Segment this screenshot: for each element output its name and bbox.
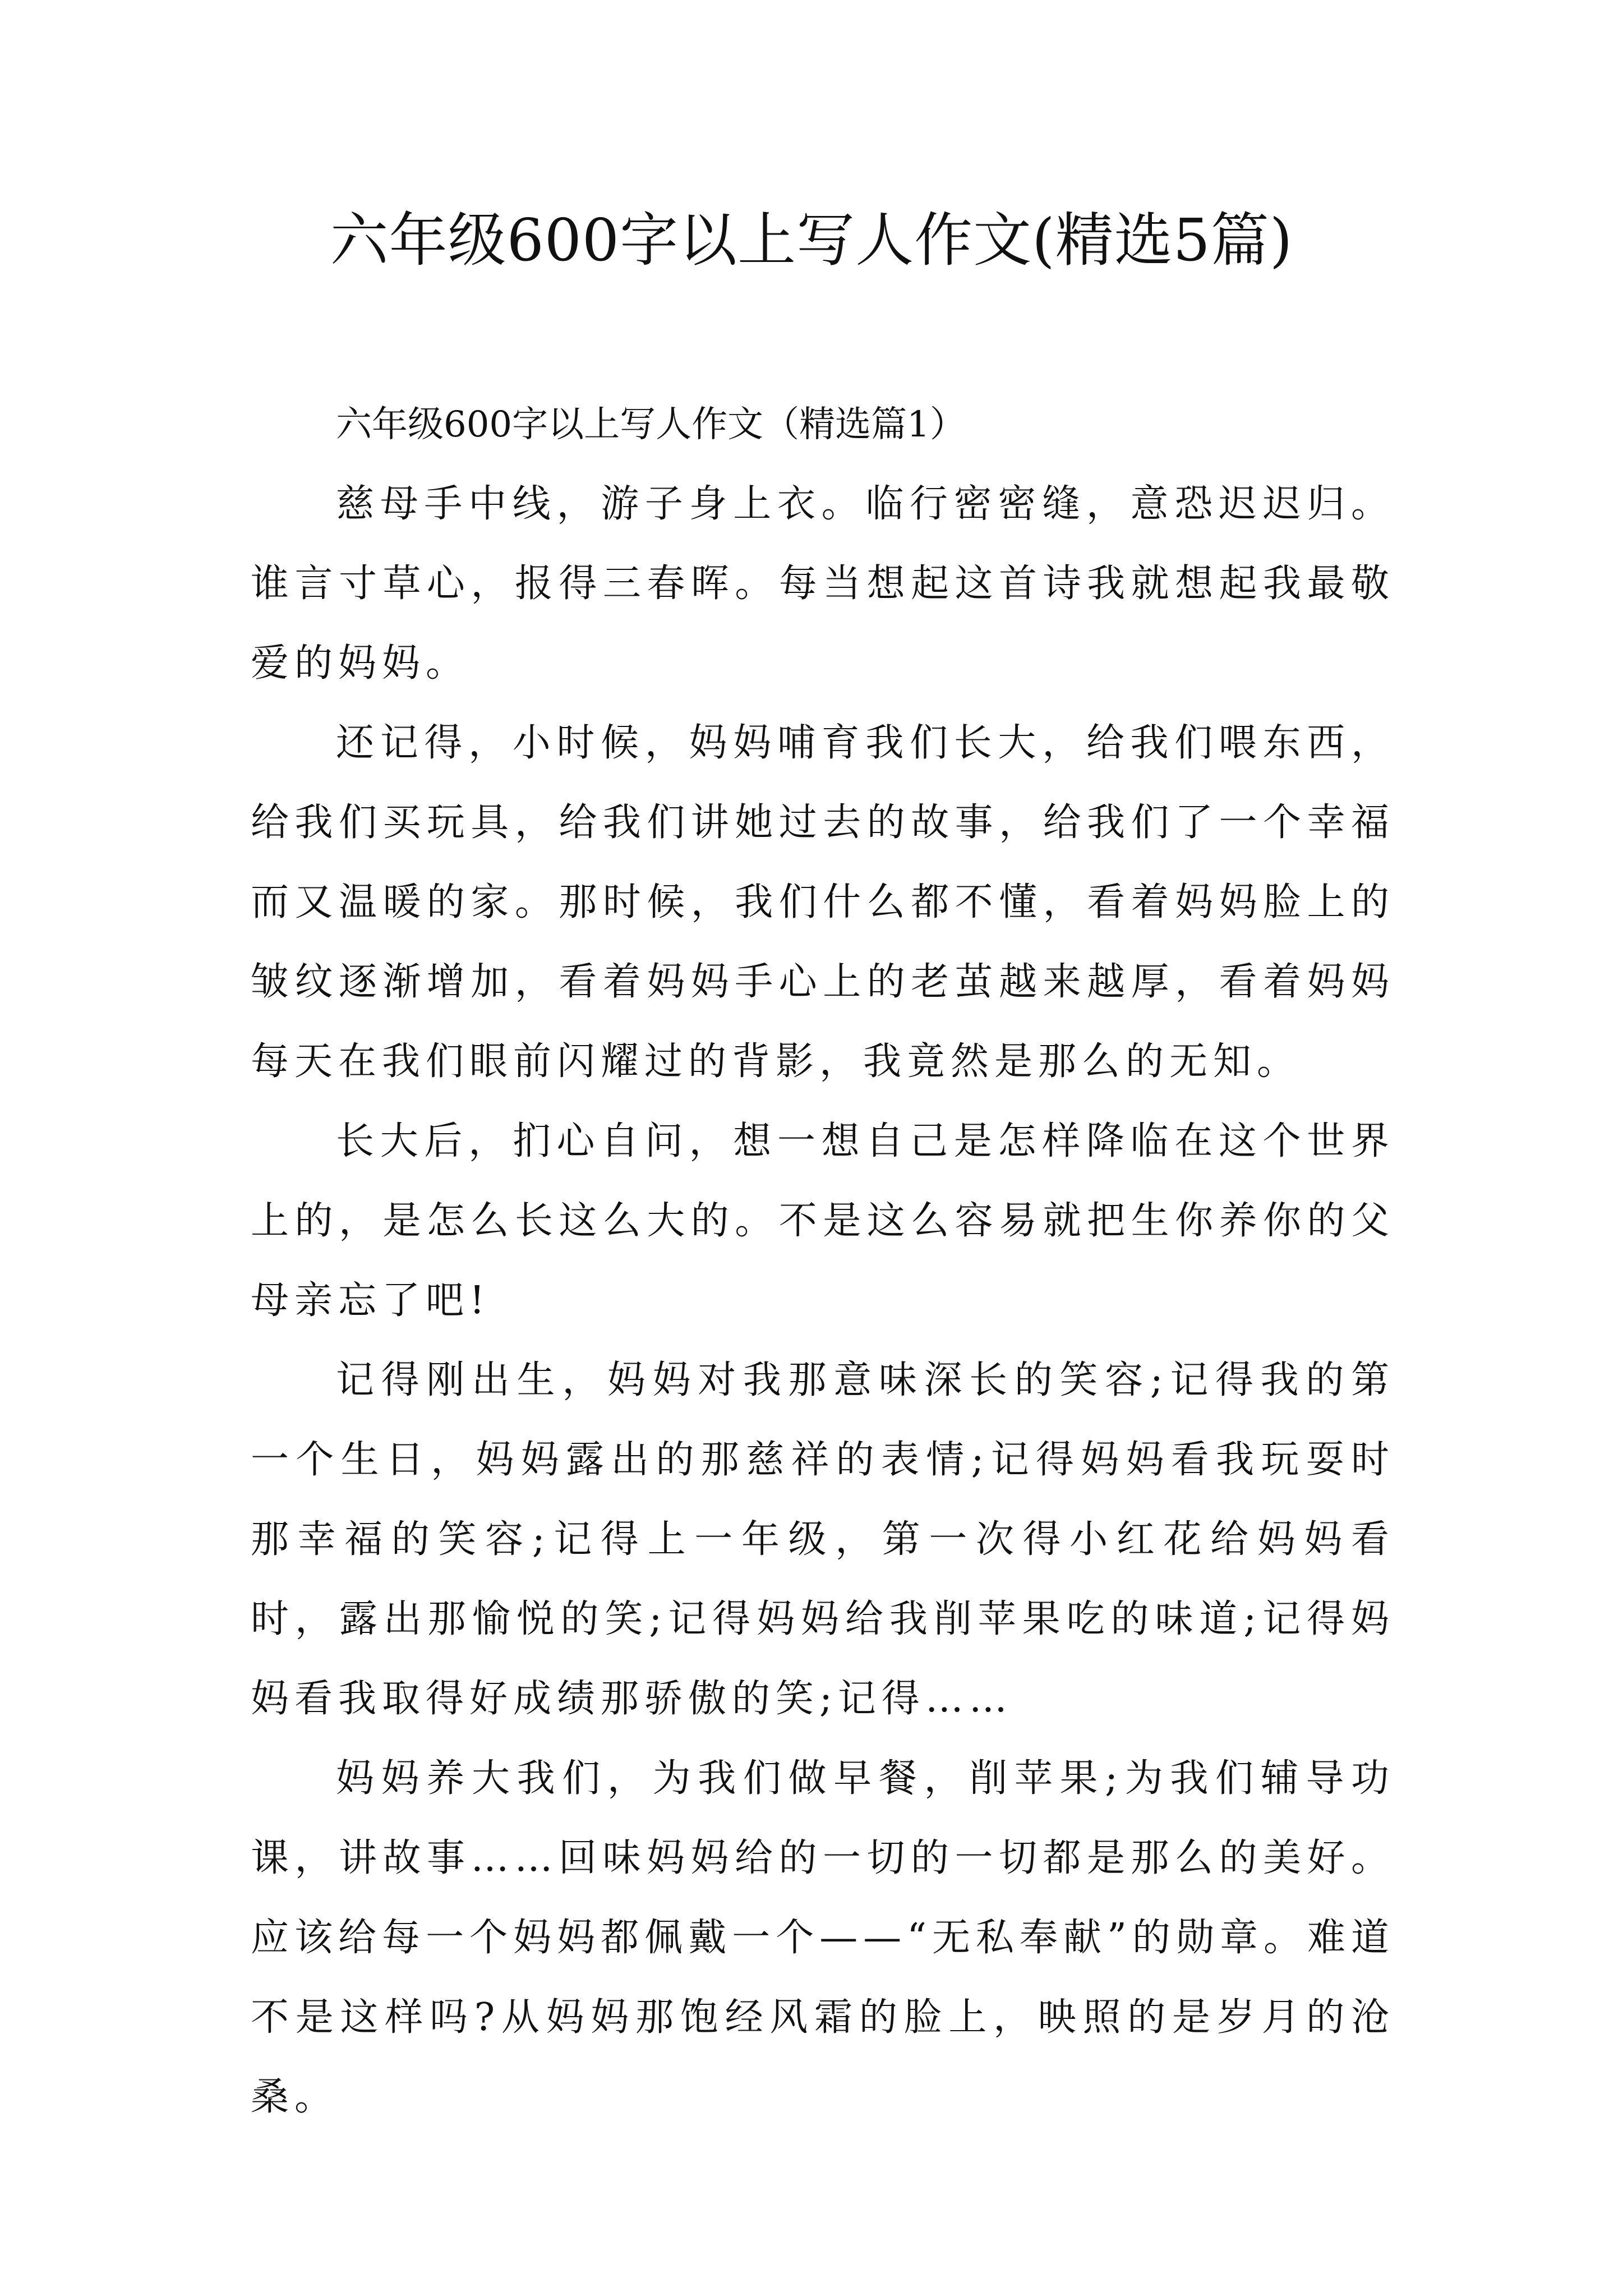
document-body — [251, 385, 1395, 2137]
paragraph-5: 妈妈养大我们，为我们做早餐，削苹果;为我们辅导功课，讲故事……回味妈妈给的一切的一切都是那么的美好。应该给每一个妈妈都佩戴一个——“无私奉献”的勋章。难道不是这样吗?从妈妈那饱经风霜的脸上，映照的是岁月的沧桑。 — [251, 1756, 1395, 2119]
paragraph-1: 慈母手中线，游子身上衣。临行密密缝，意恐迟迟归。谁言寸草心，报得三春晖。每当想起这首诗我就想起我最敬爱的妈妈。 — [251, 482, 1395, 685]
section-heading: 六年级600字以上写人作文（精选篇1） — [336, 404, 966, 445]
document-title: 六年级600字以上写人作文(精选5篇) — [330, 206, 1293, 274]
paragraph-2: 还记得，小时候，妈妈哺育我们长大，给我们喂东西，给我们买玩具，给我们讲她过去的故事，给我们了一个幸福而又温暖的家。那时候，我们什么都不懂，看着妈妈脸上的皱纹逐渐增加，看着妈妈手心上的老茧越来越厚，看着妈妈每天在我们眼前闪耀过的背影，我竟然是那么的无知。 — [251, 721, 1395, 1084]
paragraph-3: 长大后，扪心自问，想一想自己是怎样降临在这个世界上的，是怎么长这么大的。不是这么容易就把生你养你的父母亲忘了吧! — [251, 1119, 1395, 1323]
paragraph-4: 记得刚出生，妈妈对我那意味深长的笑容;记得我的第一个生日，妈妈露出的那慈祥的表情;记得妈妈看我玩耍时那幸福的笑容;记得上一年级，第一次得小红花给妈妈看时，露出那愉悦的笑;记得妈妈给我削苹果吃的味道;记得妈妈看我取得好成绩那骄傲的笑;记得…… — [251, 1358, 1395, 1721]
